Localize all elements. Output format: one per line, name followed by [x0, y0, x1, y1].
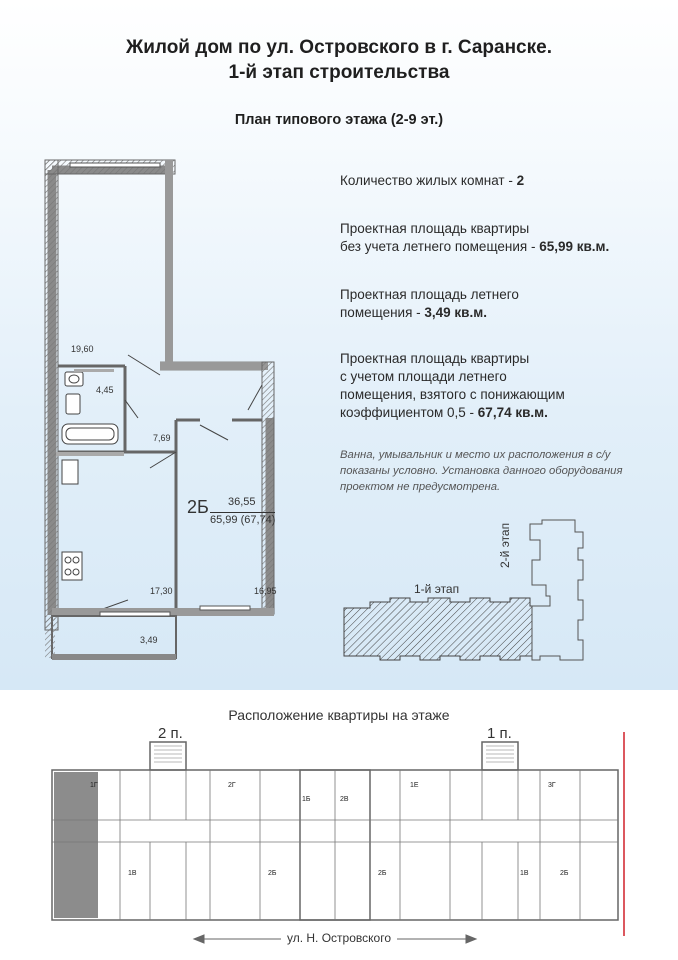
- unit-label-bottom-1: 1В: [128, 870, 137, 877]
- stairs: [154, 746, 514, 762]
- kitchen-area: 17,30: [150, 586, 173, 596]
- floor-grid: [52, 770, 618, 920]
- entrance-1-label: 1 п.: [487, 725, 512, 742]
- street-label: [0, 931, 678, 945]
- bathroom-area: 4,45: [96, 385, 114, 395]
- unit-label-bottom-5: 2Б: [560, 870, 569, 877]
- living-area: 36,55: [228, 496, 256, 508]
- street-name: ул. Н. Островского: [281, 931, 397, 945]
- unit-label-bottom-3: 2Б: [378, 870, 387, 877]
- area-no-summer-line2: без учета летнего помещения -: [340, 239, 540, 254]
- stage2-label: 2-й этап: [498, 522, 512, 568]
- unit-label-top-4: 2В: [340, 796, 349, 803]
- room2-area: 16,95: [254, 586, 277, 596]
- unit-label-bottom-2: 2Б: [268, 870, 277, 877]
- total-area-value: 67,74 кв.м.: [477, 405, 548, 420]
- page-title-line1: Жилой дом по ул. Островского в г. Саранске.: [126, 37, 552, 58]
- unit-label-top-5: 1Е: [410, 782, 419, 789]
- summer-area-value: 3,49 кв.м.: [424, 305, 487, 320]
- room1-area: 19,60: [71, 344, 94, 354]
- unit-label-top-6: 3Г: [548, 782, 556, 789]
- unit-label-bottom-4: 1В: [520, 870, 529, 877]
- area-no-summer-value: 65,99 кв.м.: [539, 239, 610, 254]
- total-area-line2: с учетом площади летнего: [340, 369, 507, 384]
- floor-title: Расположение квартиры на этаже: [228, 707, 450, 723]
- rooms-count-label: Количество жилых комнат -: [340, 173, 517, 188]
- apartment-code: 2Б: [187, 497, 209, 517]
- page-title-line2: 1-й этап строительства: [228, 62, 450, 83]
- plan-subtitle: План типового этажа (2-9 эт.): [234, 112, 444, 128]
- highlighted-apartment: [54, 772, 98, 918]
- total-area-line3: помещения, взятого с понижающим: [340, 387, 565, 402]
- summer-area-line2: помещения -: [340, 305, 425, 320]
- equipment-note: Ванна, умывальник и место их расположения в с/у показаны условно. Установка данного оборудования проектом не предусмотрена.: [340, 449, 623, 493]
- stage1-label: 1-й этап: [414, 582, 460, 596]
- area-no-summer-line1: Проектная площадь квартиры: [340, 221, 530, 236]
- entrance-2-label: 2 п.: [158, 725, 183, 742]
- total-area-plan: 65,99 (67,74): [210, 514, 276, 526]
- loggia-area: 3,49: [140, 635, 158, 645]
- total-area-line4: коэффициентом 0,5 -: [340, 405, 478, 420]
- unit-label-top-3: 1Б: [302, 796, 311, 803]
- hall-area: 7,69: [153, 433, 171, 443]
- rooms-count-value: 2: [516, 173, 525, 188]
- total-area-line1: Проектная площадь квартиры: [340, 351, 530, 366]
- unit-label-top-2: 2Г: [228, 782, 236, 789]
- unit-label-top-1: 1Г: [90, 782, 98, 789]
- summer-area-line1: Проектная площадь летнего: [340, 287, 519, 302]
